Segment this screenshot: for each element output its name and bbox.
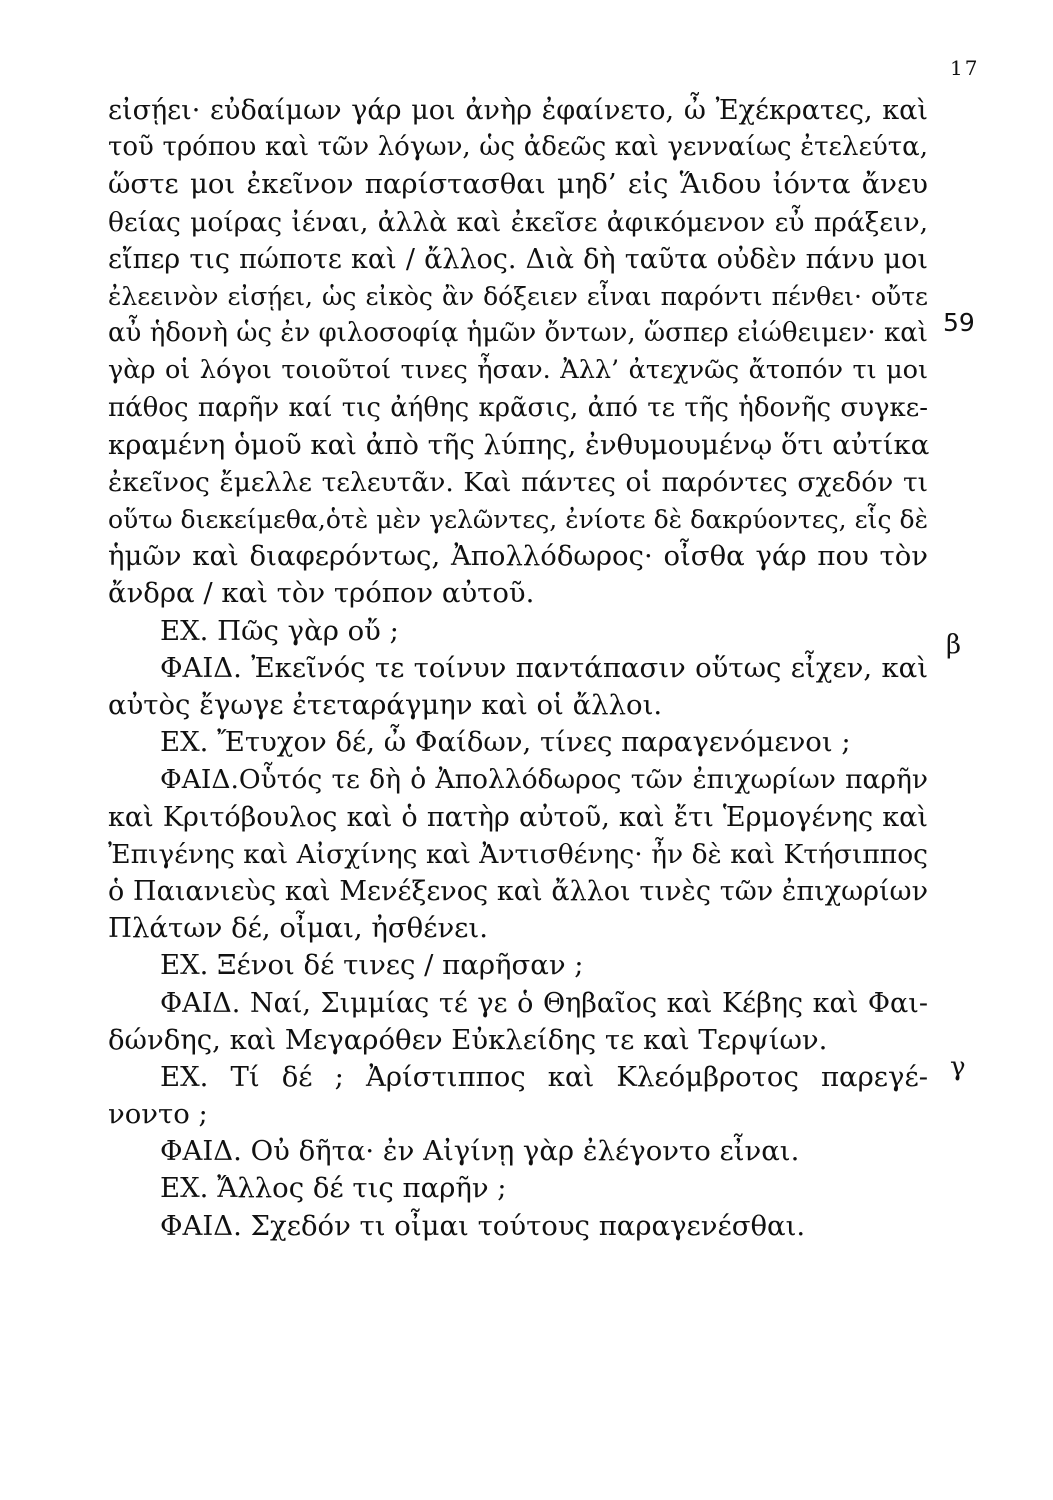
dialogue-line: ΦΑΙΔ. Οὐ δῆτα· ἐν Αἰγίνῃ γὰρ ἐλέγοντο εἶναι. <box>160 1135 800 1168</box>
text-line: οὕτω διεκείμεθα,ὁτὲ μὲν γελῶντες, ἐνίοτε δὲ δακρύοντες, εἷς δὲ <box>108 505 928 535</box>
text-line: ἐλεεινὸν εἰσῄει, ὡς εἰκὸς ἂν δόξειεν εἶναι παρόντι πένθει· οὔτε <box>108 281 928 311</box>
text-body <box>108 92 928 1245</box>
text-line: καὶ Κριτόβουλος καὶ ὁ πατὴρ αὐτοῦ, καὶ ἔτι Ἑρμογένης καὶ <box>108 801 928 833</box>
text-line: ὥστε μοι ἐκεῖνον παρίστασθαι μηδ’ εἰς Ἅιδου ἰόντα ἄνευ <box>108 168 928 201</box>
dialogue-line: ΕΧ. Ἔτυχον δέ, ὦ Φαίδων, τίνες παραγενόμενοι ; <box>160 726 851 759</box>
text-line: πάθος παρῆν καί τις ἀήθης κρᾶσις, ἀπό τε τῆς ἡδονῆς συγκε- <box>108 392 928 423</box>
dialogue-line: ΕΧ. Ξένοι δέ τινες / παρῆσαν ; <box>160 949 584 982</box>
text-line: θείας μοίρας ἰέναι, ἀλλὰ καὶ ἐκεῖσε ἀφικόμενον εὖ πράξειν, <box>108 206 928 238</box>
text-line: τοῦ τρόπου καὶ τῶν λόγων, ὡς ἀδεῶς καὶ γενναίως ἐτελεύτα, <box>108 132 928 163</box>
text-line: δώνδης, καὶ Μεγαρόθεν Εὐκλείδης τε καὶ Τερψίων. <box>108 1023 828 1056</box>
text-line: αὐτὸς ἔγωγε ἐτεταράγμην καὶ οἱ ἄλλοι. <box>108 689 663 721</box>
dialogue-line: ΕΧ. Ἄλλος δέ τις παρῆν ; <box>160 1172 507 1205</box>
text-line: Πλάτων δέ, οἶμαι, ἠσθένει. <box>108 912 488 945</box>
text-line: κραμένη ὁμοῦ καὶ ἀπὸ τῆς λύπης, ἐνθυμουμένῳ ὅτι αὐτίκα <box>108 428 930 461</box>
text-line: ἄνδρα / καὶ τὸν τρόπον αὐτοῦ. <box>108 577 535 610</box>
margin-stephanus-number: 59 <box>943 308 975 337</box>
margin-section-beta: β <box>946 630 962 660</box>
dialogue-line: ΕΧ. Πῶς γὰρ οὔ ; <box>160 614 399 647</box>
text-line: νοντο ; <box>108 1098 208 1131</box>
text-line: ὁ Παιανιεὺς καὶ Μενέξενος καὶ ἄλλοι τινὲς τῶν ἐπιχωρίων <box>108 875 928 907</box>
text-line: ἡμῶν καὶ διαφερόντως, Ἀπολλόδωρος· οἶσθα γάρ που τὸν <box>108 540 928 573</box>
dialogue-line: ΦΑΙΔ. Ἐκεῖνός τε τοίνυν παντάπασιν οὕτως εἶχεν, καὶ <box>160 651 928 684</box>
text-line: Ἐπιγένης καὶ Αἰσχίνης καὶ Ἀντισθένης· ἦν δὲ καὶ Κτήσιππος <box>108 838 928 870</box>
dialogue-line: ΦΑΙΔ. Ναί, Σιμμίας τέ γε ὁ Θηβαῖος καὶ Κέβης καὶ Φαι- <box>160 987 928 1019</box>
margin-section-gamma: γ <box>950 1052 966 1082</box>
dialogue-line: ΦΑΙΔ. Σχεδόν τι οἶμαι τούτους παραγενέσθαι. <box>160 1209 806 1242</box>
text-line: εἰσῄει· εὐδαίμων γάρ μοι ἀνὴρ ἐφαίνετο, ὦ Ἐχέκρατες, καὶ <box>108 95 928 126</box>
text-line: γὰρ οἱ λόγοι τοιοῦτοί τινες ἦσαν. Ἀλλ’ ἀτεχνῶς ἄτοπόν τι μοι <box>108 355 928 386</box>
text-line: ἐκεῖνος ἔμελλε τελευτᾶν. Καὶ πάντες οἱ παρόντες σχεδόν τι <box>108 466 928 498</box>
dialogue-line: ΕΧ. Τί δέ ; Ἀρίστιππος καὶ Κλεόμβροτος παρεγέ- <box>160 1060 928 1093</box>
text-line: εἴπερ τις πώποτε καὶ / ἄλλος. Διὰ δὴ ταῦτα οὐδὲν πάνυ μοι <box>108 243 928 275</box>
text-line: αὖ ἡδονὴ ὡς ἐν φιλοσοφίᾳ ἡμῶν ὄντων, ὥσπερ εἰώθειμεν· καὶ <box>108 318 928 349</box>
dialogue-line: ΦΑΙΔ.Οὗτός τε δὴ ὁ Ἀπολλόδωρος τῶν ἐπιχωρίων παρῆν <box>160 764 928 796</box>
page-number: 17 <box>950 56 980 80</box>
